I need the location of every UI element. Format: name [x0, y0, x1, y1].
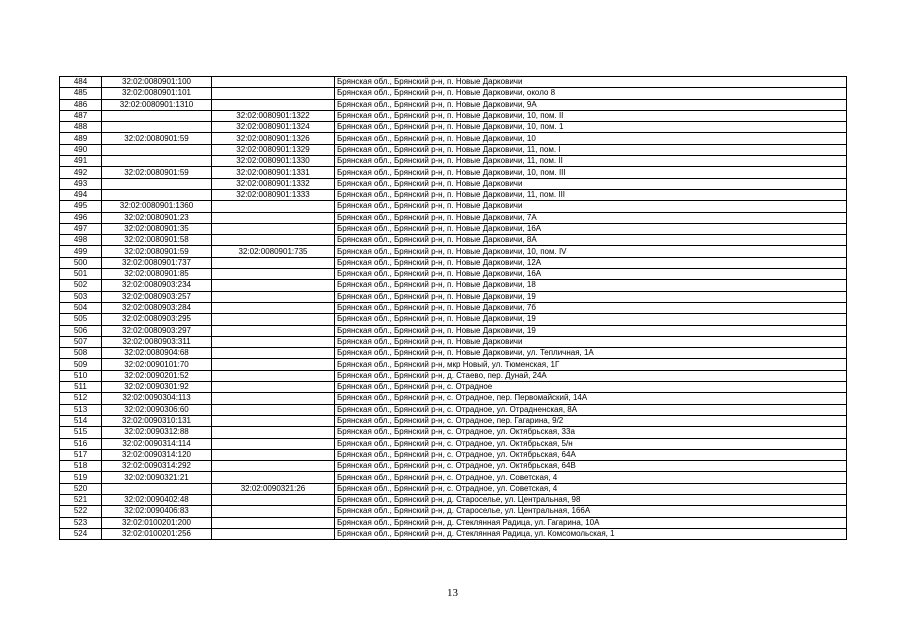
- cadastral-number-cell: [102, 122, 212, 133]
- row-number-cell: 506: [60, 325, 102, 336]
- row-number-cell: 503: [60, 291, 102, 302]
- address-cell: Брянская обл., Брянский р-н, с. Отрадное, ул. Октябрьская, 64А: [335, 449, 847, 460]
- row-number-cell: 498: [60, 235, 102, 246]
- row-number-cell: 505: [60, 314, 102, 325]
- row-number-cell: 523: [60, 517, 102, 528]
- cadastral-number-cell: 32:02:0090201:52: [102, 370, 212, 381]
- cadastral-number-cell: 32:02:0080901:23: [102, 212, 212, 223]
- related-cadastral-number-cell: 32:02:0080901:1333: [212, 189, 335, 200]
- table-row: [60, 99, 847, 110]
- cadastral-number-cell: 32:02:0080903:311: [102, 336, 212, 347]
- table-row: [60, 77, 847, 88]
- address-cell: Брянская обл., Брянский р-н, с. Отрадное, пер. Гагарина, 9/2: [335, 415, 847, 426]
- row-number-cell: 492: [60, 167, 102, 178]
- table-row: [60, 494, 847, 505]
- cadastral-number-cell: 32:02:0090321:21: [102, 472, 212, 483]
- cadastral-number-cell: 32:02:0080903:295: [102, 314, 212, 325]
- related-cadastral-number-cell: [212, 449, 335, 460]
- table-row: [60, 404, 847, 415]
- row-number-cell: 518: [60, 461, 102, 472]
- address-cell: Брянская обл., Брянский р-н, п. Новые Дарковичи, 10, пом. III: [335, 167, 847, 178]
- row-number-cell: 487: [60, 110, 102, 121]
- cadastral-number-cell: 32:02:0090402:48: [102, 494, 212, 505]
- address-cell: Брянская обл., Брянский р-н, п. Новые Дарковичи: [335, 201, 847, 212]
- row-number-cell: 522: [60, 506, 102, 517]
- table-row: [60, 449, 847, 460]
- table-row: [60, 223, 847, 234]
- table-row: [60, 156, 847, 167]
- row-number-cell: 501: [60, 269, 102, 280]
- related-cadastral-number-cell: [212, 291, 335, 302]
- cadastral-number-cell: 32:02:0080901:35: [102, 223, 212, 234]
- related-cadastral-number-cell: 32:02:0080901:735: [212, 246, 335, 257]
- related-cadastral-number-cell: [212, 461, 335, 472]
- cadastral-number-cell: 32:02:0080901:101: [102, 88, 212, 99]
- row-number-cell: 485: [60, 88, 102, 99]
- address-cell: Брянская обл., Брянский р-н, с. Отрадное, ул. Октябрьская, 64В: [335, 461, 847, 472]
- related-cadastral-number-cell: 32:02:0080901:1332: [212, 178, 335, 189]
- related-cadastral-number-cell: [212, 415, 335, 426]
- row-number-cell: 500: [60, 257, 102, 268]
- address-cell: Брянская обл., Брянский р-н, п. Новые Дарковичи, 7б: [335, 302, 847, 313]
- cadastral-number-cell: 32:02:0090310:131: [102, 415, 212, 426]
- address-cell: Брянская обл., Брянский р-н, п. Новые Дарковичи, 18: [335, 280, 847, 291]
- related-cadastral-number-cell: 32:02:0080901:1326: [212, 133, 335, 144]
- address-cell: Брянская обл., Брянский р-н, п. Новые Дарковичи, 9А: [335, 99, 847, 110]
- related-cadastral-number-cell: [212, 77, 335, 88]
- table-row: [60, 189, 847, 200]
- address-cell: Брянская обл., Брянский р-н, п. Новые Дарковичи, 10, пом. 1: [335, 122, 847, 133]
- address-cell: Брянская обл., Брянский р-н, п. Новые Дарковичи, 11, пом. I: [335, 144, 847, 155]
- related-cadastral-number-cell: [212, 528, 335, 539]
- address-cell: Брянская обл., Брянский р-н, п. Новые Дарковичи, около 8: [335, 88, 847, 99]
- cadastral-number-cell: [102, 189, 212, 200]
- address-cell: Брянская обл., Брянский р-н, с. Отрадное, ул. Советская, 4: [335, 472, 847, 483]
- cadastral-number-cell: 32:02:0090406:83: [102, 506, 212, 517]
- address-cell: Брянская обл., Брянский р-н, д. Стеклянная Радица, ул. Комсомольская, 1: [335, 528, 847, 539]
- address-cell: Брянская обл., Брянский р-н, п. Новые Дарковичи: [335, 336, 847, 347]
- related-cadastral-number-cell: [212, 314, 335, 325]
- cadastral-number-cell: [102, 178, 212, 189]
- related-cadastral-number-cell: [212, 336, 335, 347]
- table-row: [60, 269, 847, 280]
- table-row: [60, 427, 847, 438]
- address-cell: Брянская обл., Брянский р-н, п. Новые Дарковичи, 16А: [335, 223, 847, 234]
- cadastral-number-cell: 32:02:0090301:92: [102, 382, 212, 393]
- row-number-cell: 484: [60, 77, 102, 88]
- row-number-cell: 517: [60, 449, 102, 460]
- row-number-cell: 497: [60, 223, 102, 234]
- table-row: [60, 88, 847, 99]
- address-cell: Брянская обл., Брянский р-н, п. Новые Дарковичи, 10, пом. IV: [335, 246, 847, 257]
- table-body: [60, 77, 847, 540]
- table-row: [60, 201, 847, 212]
- table-row: [60, 472, 847, 483]
- row-number-cell: 486: [60, 99, 102, 110]
- row-number-cell: 519: [60, 472, 102, 483]
- table-row: [60, 415, 847, 426]
- table-row: [60, 382, 847, 393]
- table-row: [60, 144, 847, 155]
- cadastral-number-cell: 32:02:0080901:100: [102, 77, 212, 88]
- related-cadastral-number-cell: [212, 393, 335, 404]
- related-cadastral-number-cell: 32:02:0090321:26: [212, 483, 335, 494]
- cadastral-number-cell: 32:02:0090306:60: [102, 404, 212, 415]
- table-row: [60, 257, 847, 268]
- row-number-cell: 495: [60, 201, 102, 212]
- table-row: [60, 291, 847, 302]
- related-cadastral-number-cell: 32:02:0080901:1331: [212, 167, 335, 178]
- row-number-cell: 490: [60, 144, 102, 155]
- row-number-cell: 491: [60, 156, 102, 167]
- row-number-cell: 513: [60, 404, 102, 415]
- table-row: [60, 370, 847, 381]
- cadastral-number-cell: 32:02:0090304:113: [102, 393, 212, 404]
- cadastral-number-cell: 32:02:0080904:68: [102, 348, 212, 359]
- related-cadastral-number-cell: [212, 99, 335, 110]
- related-cadastral-number-cell: [212, 404, 335, 415]
- table-row: [60, 302, 847, 313]
- related-cadastral-number-cell: 32:02:0080901:1329: [212, 144, 335, 155]
- cadastral-number-cell: 32:02:0080903:257: [102, 291, 212, 302]
- row-number-cell: 510: [60, 370, 102, 381]
- table-row: [60, 483, 847, 494]
- related-cadastral-number-cell: [212, 382, 335, 393]
- row-number-cell: 520: [60, 483, 102, 494]
- cadastral-number-cell: 32:02:0080901:58: [102, 235, 212, 246]
- related-cadastral-number-cell: [212, 348, 335, 359]
- table-row: [60, 212, 847, 223]
- address-cell: Брянская обл., Брянский р-н, д. Стеклянная Радица, ул. Гагарина, 10А: [335, 517, 847, 528]
- row-number-cell: 504: [60, 302, 102, 313]
- cadastral-number-cell: 32:02:0080903:297: [102, 325, 212, 336]
- row-number-cell: 521: [60, 494, 102, 505]
- cadastral-number-cell: [102, 144, 212, 155]
- address-cell: Брянская обл., Брянский р-н, с. Отрадное, ул. Октябрьская, 33а: [335, 427, 847, 438]
- row-number-cell: 494: [60, 189, 102, 200]
- cadastral-number-cell: [102, 156, 212, 167]
- cadastral-number-cell: 32:02:0090314:292: [102, 461, 212, 472]
- related-cadastral-number-cell: [212, 370, 335, 381]
- table-row: [60, 167, 847, 178]
- table-row: [60, 133, 847, 144]
- address-cell: Брянская обл., Брянский р-н, п. Новые Дарковичи, 10: [335, 133, 847, 144]
- related-cadastral-number-cell: 32:02:0080901:1330: [212, 156, 335, 167]
- table-row: [60, 280, 847, 291]
- related-cadastral-number-cell: [212, 359, 335, 370]
- address-cell: Брянская обл., Брянский р-н, п. Новые Дарковичи, 19: [335, 325, 847, 336]
- row-number-cell: 488: [60, 122, 102, 133]
- table-row: [60, 178, 847, 189]
- related-cadastral-number-cell: [212, 427, 335, 438]
- related-cadastral-number-cell: [212, 201, 335, 212]
- row-number-cell: 489: [60, 133, 102, 144]
- address-cell: Брянская обл., Брянский р-н, с. Отрадное: [335, 382, 847, 393]
- related-cadastral-number-cell: [212, 280, 335, 291]
- cadastral-number-cell: 32:02:0090312:88: [102, 427, 212, 438]
- related-cadastral-number-cell: [212, 302, 335, 313]
- cadastral-number-cell: 32:02:0080903:234: [102, 280, 212, 291]
- related-cadastral-number-cell: [212, 235, 335, 246]
- cadastral-number-cell: [102, 483, 212, 494]
- row-number-cell: 493: [60, 178, 102, 189]
- cadastral-number-cell: 32:02:0090314:114: [102, 438, 212, 449]
- table-row: [60, 528, 847, 539]
- address-cell: Брянская обл., Брянский р-н, с. Отрадное, ул. Отрадненская, 8А: [335, 404, 847, 415]
- address-cell: Брянская обл., Брянский р-н, п. Новые Дарковичи, 8А: [335, 235, 847, 246]
- row-number-cell: 515: [60, 427, 102, 438]
- address-cell: Брянская обл., Брянский р-н, п. Новые Дарковичи: [335, 178, 847, 189]
- related-cadastral-number-cell: [212, 494, 335, 505]
- related-cadastral-number-cell: [212, 506, 335, 517]
- table-row: [60, 506, 847, 517]
- row-number-cell: 514: [60, 415, 102, 426]
- related-cadastral-number-cell: [212, 438, 335, 449]
- property-registry-table: [59, 76, 847, 540]
- related-cadastral-number-cell: [212, 517, 335, 528]
- cadastral-number-cell: 32:02:0080901:1360: [102, 201, 212, 212]
- cadastral-number-cell: 32:02:0090314:120: [102, 449, 212, 460]
- address-cell: Брянская обл., Брянский р-н, п. Новые Дарковичи, 19: [335, 291, 847, 302]
- table-row: [60, 325, 847, 336]
- cadastral-number-cell: 32:02:0080901:59: [102, 167, 212, 178]
- cadastral-number-cell: 32:02:0080901:85: [102, 269, 212, 280]
- related-cadastral-number-cell: [212, 212, 335, 223]
- table-row: [60, 348, 847, 359]
- address-cell: Брянская обл., Брянский р-н, п. Новые Дарковичи, 11, пом. III: [335, 189, 847, 200]
- cadastral-number-cell: 32:02:0100201:200: [102, 517, 212, 528]
- table-row: [60, 336, 847, 347]
- related-cadastral-number-cell: [212, 223, 335, 234]
- row-number-cell: 496: [60, 212, 102, 223]
- address-cell: Брянская обл., Брянский р-н, с. Отрадное, ул. Октябрьская, 5/н: [335, 438, 847, 449]
- address-cell: Брянская обл., Брянский р-н, с. Отрадное, ул. Советская, 4: [335, 483, 847, 494]
- cadastral-number-cell: 32:02:0080903:284: [102, 302, 212, 313]
- address-cell: Брянская обл., Брянский р-н, п. Новые Дарковичи, 16А: [335, 269, 847, 280]
- address-cell: Брянская обл., Брянский р-н, мкр Новый, ул. Тюменская, 1Г: [335, 359, 847, 370]
- table-row: [60, 359, 847, 370]
- address-cell: Брянская обл., Брянский р-н, д. Стаево, пер. Дунай, 24А: [335, 370, 847, 381]
- cadastral-number-cell: [102, 110, 212, 121]
- address-cell: Брянская обл., Брянский р-н, п. Новые Дарковичи, 7А: [335, 212, 847, 223]
- cadastral-number-cell: 32:02:0080901:59: [102, 133, 212, 144]
- row-number-cell: 508: [60, 348, 102, 359]
- cadastral-number-cell: 32:02:0100201:256: [102, 528, 212, 539]
- cadastral-number-cell: 32:02:0080901:737: [102, 257, 212, 268]
- table-row: [60, 110, 847, 121]
- row-number-cell: 502: [60, 280, 102, 291]
- related-cadastral-number-cell: 32:02:0080901:1324: [212, 122, 335, 133]
- related-cadastral-number-cell: [212, 257, 335, 268]
- cadastral-number-cell: 32:02:0090101:70: [102, 359, 212, 370]
- row-number-cell: 511: [60, 382, 102, 393]
- table-row: [60, 461, 847, 472]
- address-cell: Брянская обл., Брянский р-н, д. Староселье, ул. Центральная, 98: [335, 494, 847, 505]
- address-cell: Брянская обл., Брянский р-н, д. Староселье, ул. Центральная, 166А: [335, 506, 847, 517]
- address-cell: Брянская обл., Брянский р-н, п. Новые Дарковичи, 19: [335, 314, 847, 325]
- address-cell: Брянская обл., Брянский р-н, п. Новые Дарковичи, 12А: [335, 257, 847, 268]
- cadastral-number-cell: 32:02:0080901:1310: [102, 99, 212, 110]
- row-number-cell: 509: [60, 359, 102, 370]
- table-row: [60, 122, 847, 133]
- page-number: 13: [447, 587, 458, 599]
- table-row: [60, 246, 847, 257]
- table-row: [60, 517, 847, 528]
- table-row: [60, 314, 847, 325]
- address-cell: Брянская обл., Брянский р-н, п. Новые Дарковичи: [335, 77, 847, 88]
- address-cell: Брянская обл., Брянский р-н, с. Отрадное, пер. Первомайский, 14А: [335, 393, 847, 404]
- row-number-cell: 524: [60, 528, 102, 539]
- related-cadastral-number-cell: [212, 325, 335, 336]
- table-row: [60, 235, 847, 246]
- related-cadastral-number-cell: [212, 269, 335, 280]
- row-number-cell: 512: [60, 393, 102, 404]
- address-cell: Брянская обл., Брянский р-н, п. Новые Дарковичи, 11, пом. II: [335, 156, 847, 167]
- cadastral-number-cell: 32:02:0080901:59: [102, 246, 212, 257]
- address-cell: Брянская обл., Брянский р-н, п. Новые Дарковичи, ул. Тепличная, 1А: [335, 348, 847, 359]
- table-row: [60, 393, 847, 404]
- related-cadastral-number-cell: [212, 88, 335, 99]
- row-number-cell: 516: [60, 438, 102, 449]
- row-number-cell: 499: [60, 246, 102, 257]
- row-number-cell: 507: [60, 336, 102, 347]
- related-cadastral-number-cell: [212, 472, 335, 483]
- related-cadastral-number-cell: 32:02:0080901:1322: [212, 110, 335, 121]
- address-cell: Брянская обл., Брянский р-н, п. Новые Дарковичи, 10, пом. II: [335, 110, 847, 121]
- table-row: [60, 438, 847, 449]
